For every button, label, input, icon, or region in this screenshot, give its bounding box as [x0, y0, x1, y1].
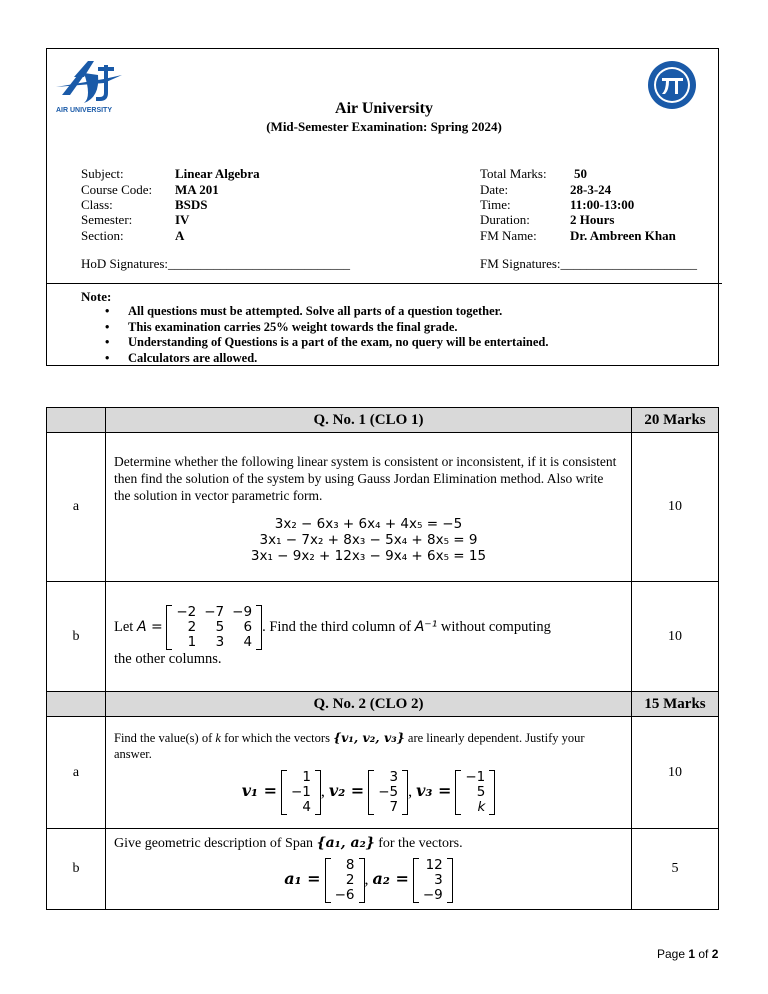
info-label: Total Marks:	[480, 166, 547, 181]
info-label: Semester:	[81, 212, 133, 227]
matrix-cell: −9	[232, 604, 253, 620]
q2-header-blank	[47, 692, 106, 717]
note-title: Note:	[81, 289, 112, 304]
q1b-row	[47, 582, 719, 692]
q1-header-row	[47, 408, 719, 433]
hod-signature-label: HoD Signatures:____________________________	[81, 256, 351, 271]
matrix-a-label: A =	[136, 618, 163, 635]
q2a-vectors: v₁ = 1 −1 4 , v₂ = 3 −5 7 , v₃ = −1 5 k	[106, 770, 631, 815]
matrix-cell: 4	[243, 634, 253, 650]
q2a-content: Find the value(s) of k for which the vectors {v₁, v₂, v₃} are linearly dependent. Justify your answer. v₁ = 1 −1 4 , v₂ = 3 −5 7 , v₃ = −1 5 k	[106, 717, 632, 829]
v1-label: v₁ =	[241, 781, 277, 801]
q1a-content	[106, 433, 632, 582]
q2b-row	[47, 829, 719, 910]
note-item: • All questions must be attempted. Solve all parts of a question together.	[105, 304, 549, 320]
part-marks: 10	[632, 717, 719, 829]
vector-v2: 3 −5 7	[368, 770, 408, 815]
part-label: b	[47, 582, 106, 692]
note-item: • This examination carries 25% weight towards the final grade.	[105, 320, 549, 336]
logo-text: AIR UNIVERSITY	[56, 107, 113, 114]
info-value: 2 Hours	[570, 212, 615, 227]
q1-header-blank	[47, 408, 106, 433]
matrix-cell: 1	[187, 634, 197, 650]
q2b-content: Give geometric description of Span {a₁, a₂} for the vectors. a₁ = 8 2 −6 , a₂ = 12 3 −9	[106, 829, 632, 910]
info-value: BSDS	[175, 197, 208, 212]
info-label: Subject:	[81, 166, 124, 181]
matrix-cell: 5	[215, 619, 225, 635]
note-item: • Understanding of Questions is a part of the exam, no query will be entertained.	[105, 335, 549, 351]
vector-v3: −1 5 k	[455, 770, 495, 815]
questions-table	[46, 407, 719, 910]
q2-header-row	[47, 692, 719, 717]
info-label: FM Name:	[480, 228, 537, 243]
info-value: A	[175, 228, 185, 243]
info-label: Section:	[81, 228, 124, 243]
info-value: 11:00-13:00	[570, 197, 635, 212]
info-label: Course Code:	[81, 182, 153, 197]
matrix-cell: 3	[215, 634, 225, 650]
matrix-cell: −2	[176, 604, 197, 620]
note-list	[105, 304, 549, 366]
university-title: Air University	[335, 100, 433, 117]
matrix-cell: −7	[204, 604, 225, 620]
info-label: Time:	[480, 197, 511, 212]
page-number: Page 1 of 2	[657, 947, 719, 961]
v3-label: v₃ =	[416, 781, 452, 801]
q1a-text: Determine whether the following linear system is consistent or inconsistent, if it is consistent then find the solution of the system by using Gauss Jordan Elimination method. Also write the solution in vector parametric form.	[114, 453, 617, 503]
exam-subtitle: (Mid-Semester Examination: Spring 2024)	[266, 119, 502, 134]
matrix-cell: 2	[187, 619, 197, 635]
matrix-a	[166, 605, 262, 650]
q1b-text2: without computing	[437, 618, 551, 635]
part-label: b	[47, 829, 106, 910]
q1b-let: Let	[114, 618, 137, 635]
header-divider-tail	[719, 283, 722, 284]
vector-a2: 12 3 −9	[413, 858, 453, 903]
header-divider	[46, 283, 719, 284]
note-item: • Calculators are allowed.	[105, 351, 549, 367]
part-label: a	[47, 717, 106, 829]
part-label: a	[47, 433, 106, 582]
info-label: Date:	[480, 182, 509, 197]
info-label: Duration:	[480, 212, 530, 227]
matrix-cell: 6	[243, 619, 253, 635]
vector-a1: 8 2 −6	[325, 858, 365, 903]
part-marks: 5	[632, 829, 719, 910]
equation: 3x₂ − 6x₃ + 6x₄ + 4x₅ = −5	[274, 515, 463, 532]
a2-label: a₂ =	[372, 869, 409, 889]
a1-label: a₁ =	[284, 869, 321, 889]
info-value: 50	[574, 166, 587, 181]
a-inverse: A⁻¹	[414, 618, 438, 635]
v2-label: v₂ =	[328, 781, 365, 801]
q1b-text: . Find the third column of	[262, 618, 415, 635]
q2-marks: 15 Marks	[632, 692, 719, 717]
info-value: IV	[175, 212, 190, 227]
q2b-vectors: a₁ = 8 2 −6 , a₂ = 12 3 −9	[106, 858, 631, 903]
q1-title: Q. No. 1 (CLO 1)	[106, 408, 632, 433]
info-value: Linear Algebra	[175, 166, 260, 181]
equation: 3x₁ − 7x₂ + 8x₃ − 5x₄ + 8x₅ = 9	[259, 531, 478, 548]
q2-title: Q. No. 2 (CLO 2)	[106, 692, 632, 717]
equation: 3x₁ − 9x₂ + 12x₃ − 9x₄ + 6x₅ = 15	[250, 547, 487, 564]
info-value: MA 201	[175, 182, 219, 197]
q2a-row	[47, 717, 719, 829]
q1b-content	[106, 582, 632, 692]
q1-marks: 20 Marks	[632, 408, 719, 433]
q1b-line2: the other columns.	[114, 651, 222, 667]
fm-signature-label: FM Signatures:_____________________	[480, 256, 698, 271]
info-value: 28-3-24	[570, 182, 612, 197]
part-marks: 10	[632, 582, 719, 692]
info-value: Dr. Ambreen Khan	[570, 228, 676, 243]
info-label: Class:	[81, 197, 113, 212]
q1a-row	[47, 433, 719, 582]
vector-v1: 1 −1 4	[281, 770, 321, 815]
part-marks: 10	[632, 433, 719, 582]
